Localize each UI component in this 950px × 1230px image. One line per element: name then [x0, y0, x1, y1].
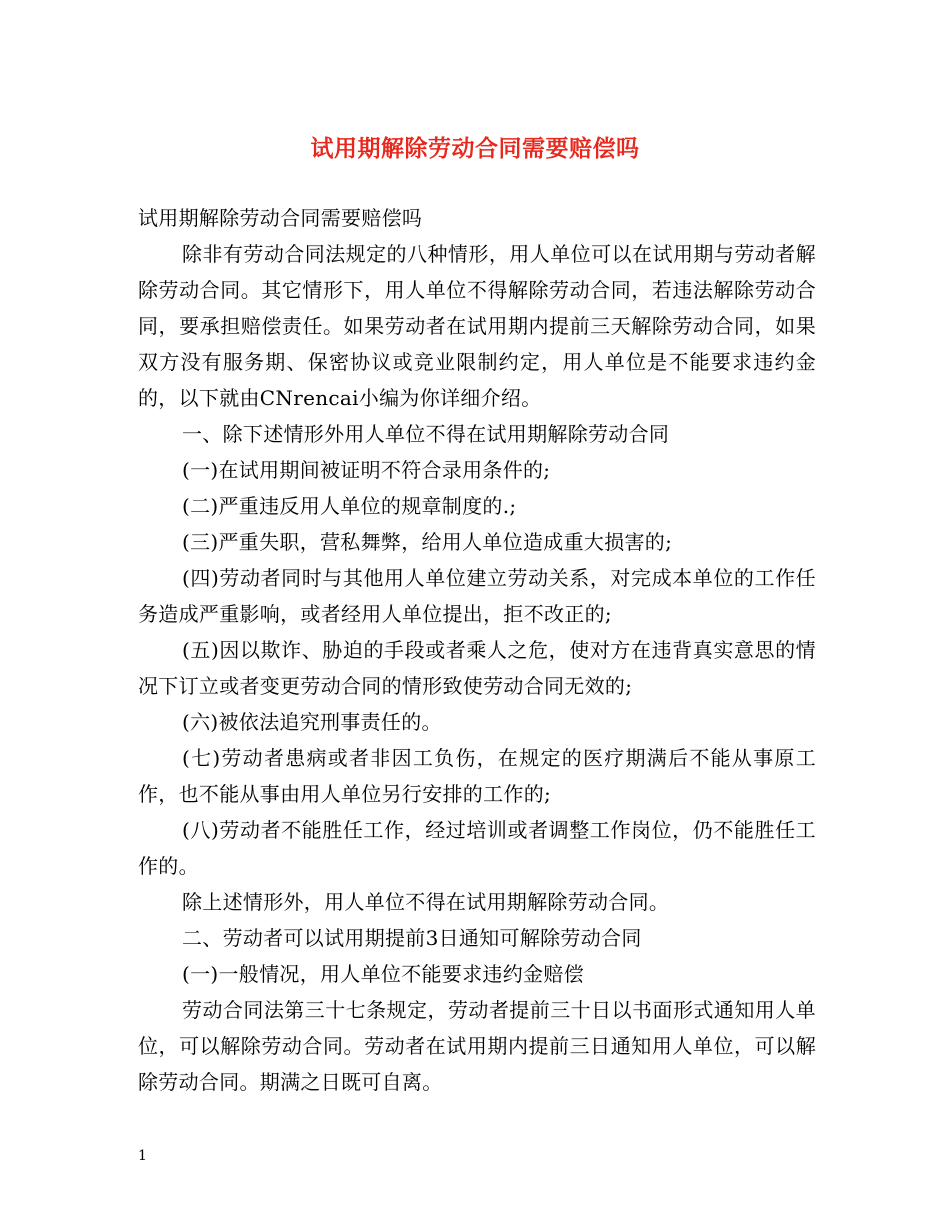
paragraph: 除非有劳动合同法规定的八种情形，用人单位可以在试用期与劳动者解除劳动合同。其它情形下，用人单位不得解除劳动合同，若违法解除劳动合同，要承担赔偿责任。如果劳动者在试用期内提前三天解除劳动合同，如果双方没有服务期、保密协议或竞业限制约定，用人单位是不能要求违约金的，以下就由CNrencai小编为你详细介绍。 [138, 242, 816, 410]
paragraph: (五)因以欺诈、胁迫的手段或者乘人之危，使对方在违背真实意思的情况下订立或者变更劳动合同的情形致使劳动合同无效的; [138, 638, 816, 698]
paragraph: 除上述情形外，用人单位不得在试用期解除劳动合同。 [182, 890, 670, 914]
paragraph: (一)一般情况，用人单位不能要求违约金赔偿 [182, 962, 584, 986]
paragraph: 二、劳动者可以试用期提前3日通知可解除劳动合同 [182, 926, 642, 950]
paragraph: 一、除下述情形外用人单位不得在试用期解除劳动合同 [182, 422, 670, 446]
paragraph: (八)劳动者不能胜任工作，经过培训或者调整工作岗位，仍不能胜任工作的。 [138, 818, 816, 878]
paragraph: (四)劳动者同时与其他用人单位建立劳动关系，对完成本单位的工作任务造成严重影响，或者经用人单位提出，拒不改正的; [138, 566, 816, 626]
paragraph: 劳动合同法第三十七条规定，劳动者提前三十日以书面形式通知用人单位，可以解除劳动合同。劳动者在试用期内提前三日通知用人单位，可以解除劳动合同。期满之日既可自离。 [138, 998, 816, 1094]
paragraph: (六)被依法追究刑事责任的。 [182, 710, 442, 734]
paragraph: (一)在试用期间被证明不符合录用条件的; [182, 458, 551, 482]
paragraph: 试用期解除劳动合同需要赔偿吗 [138, 206, 423, 230]
paragraph: (三)严重失职，营私舞弊，给用人单位造成重大损害的; [182, 530, 673, 554]
paragraph: (七)劳动者患病或者非因工负伤，在规定的医疗期满后不能从事原工作，也不能从事由用人单位另行安排的工作的; [138, 746, 816, 806]
document-body [138, 200, 816, 1100]
page-number: 1 [138, 1148, 147, 1164]
document-title: 试用期解除劳动合同需要赔偿吗 [310, 135, 640, 162]
paragraph: (二)严重违反用人单位的规章制度的.; [182, 494, 517, 518]
